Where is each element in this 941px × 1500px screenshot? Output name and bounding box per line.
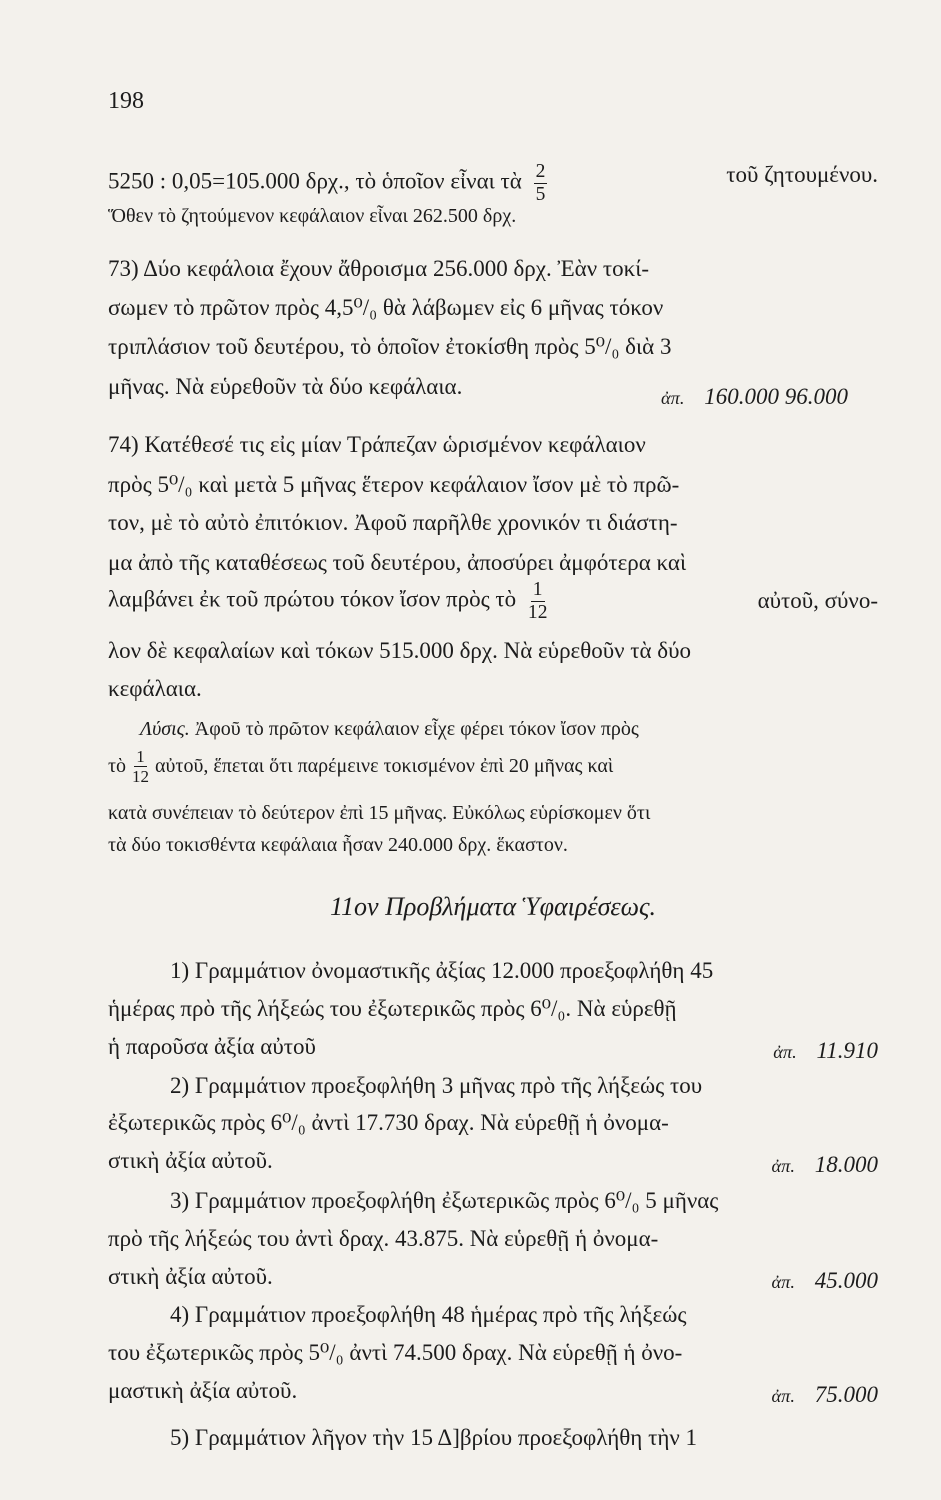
q3-line-2: πρὸ τῆς λήξεώς του ἀντὶ δραχ. 43.875. Νὰ εὑρεθῇ ἡ ὀνομα- bbox=[108, 1226, 659, 1251]
intro-line-1 bbox=[108, 162, 878, 204]
q3-answer bbox=[772, 1268, 878, 1294]
fraction-numerator: 1 bbox=[136, 747, 145, 766]
q4-line-2: του ἐξωτερικῶς πρὸς 5⁰/₀ ἀντὶ 74.500 δραχ. Νὰ εὑρεθῇ ἡ ὀνο- bbox=[108, 1340, 683, 1365]
q1-line-1: 1) Γραμμάτιον ὀνομαστικῆς ἀξίας 12.000 προεξοφλήθη 45 bbox=[170, 958, 714, 983]
q1-line-3: ἡ παροῦσα ἀξία αὐτοῦ bbox=[108, 1034, 316, 1059]
q3-line-1: 3) Γραμμάτιον προεξοφλήθη ἐξωτερικῶς πρὸς 6⁰/₀ 5 μῆνας bbox=[170, 1188, 719, 1213]
p73-line-2: σωμεν τὸ πρῶτον πρὸς 4,5⁰/₀ θὰ λάβωμεν εἰς 6 μῆνας τόκον bbox=[108, 295, 664, 320]
fraction-denominator: 5 bbox=[535, 183, 546, 205]
page-number: 198 bbox=[108, 88, 144, 114]
fraction-numerator: 2 bbox=[535, 161, 546, 182]
intro-line-2: Ὅθεν τὸ ζητούμενον κεφάλαιον εἶναι 262.500 δρχ. bbox=[108, 205, 517, 227]
solution-line-4: τὰ δύο τοκισθέντα κεφάλαια ἦσαν 240.000 δρχ. ἕκαστον. bbox=[108, 834, 568, 856]
fraction-denominator: 12 bbox=[132, 767, 150, 786]
answer-value: 11.910 bbox=[816, 1038, 878, 1063]
solution-text-2-left: τὸ bbox=[108, 755, 127, 777]
answer-label: ἀπ. bbox=[773, 1042, 797, 1062]
q2-line-2: ἐξωτερικῶς πρὸς 6⁰/₀ ἀντὶ 17.730 δραχ. Νὰ εὑρεθῇ ἡ ὀνομα- bbox=[108, 1110, 669, 1135]
p74-line-1: 74) Κατέθεσέ τις εἰς μίαν Τράπεζαν ὡρισμένον κεφάλαιον bbox=[108, 432, 646, 457]
q2-answer bbox=[772, 1152, 878, 1178]
fraction-one-twelfth bbox=[132, 748, 149, 785]
answer-label: ἀπ. bbox=[661, 388, 685, 408]
answer-label: ἀπ. bbox=[771, 1272, 795, 1292]
q1-line-2: ἡμέρας πρὸ τῆς λήξεώς του ἐξωτερικῶς πρὸς 6⁰/₀. Νὰ εὑρεθῇ bbox=[108, 996, 677, 1021]
q2-line-3: στικὴ ἀξία αὐτοῦ. bbox=[108, 1148, 273, 1173]
p74-line-5 bbox=[108, 580, 878, 622]
solution-line-3: κατὰ συνέπειαν τὸ δεύτερον ἐπὶ 15 μῆνας. Εὐκόλως εὑρίσκομεν ὅτι bbox=[108, 802, 651, 824]
q5-line-1: 5) Γραμμάτιον λῆγον τὴν 15 Δ]βρίου προεξοφλήθη τὴν 1 bbox=[170, 1425, 697, 1450]
p73-answer bbox=[661, 384, 848, 410]
solution-text-2-right: αὐτοῦ, ἕπεται ὅτι παρέμεινε τοκισμένον ἐπὶ 20 μῆνας καὶ bbox=[155, 755, 614, 777]
heading-title: Προβλήματα Ὑφαιρέσεως. bbox=[385, 892, 657, 921]
fraction-two-fifths bbox=[534, 162, 548, 204]
q4-line-1: 4) Γραμμάτιον προεξοφλήθη 48 ἡμέρας πρὸ τῆς λήξεώς bbox=[170, 1302, 687, 1327]
p74-line-7: κεφάλαια. bbox=[108, 676, 202, 701]
p73-line-3: τριπλάσιον τοῦ δευτέρου, τὸ ὁποῖον ἐτοκίσθη πρὸς 5⁰/₀ διὰ 3 bbox=[108, 334, 672, 359]
p73-line-1: 73) Δύο κεφάλοια ἔχουν ἄθροισμα 256.000 δρχ. Ἐὰν τοκί- bbox=[108, 256, 650, 281]
answer-value: 18.000 bbox=[814, 1152, 878, 1177]
answer-label: ἀπ. bbox=[771, 1386, 795, 1406]
answer-value: 160.000 96.000 bbox=[704, 384, 848, 409]
q4-answer bbox=[772, 1382, 878, 1408]
heading-prefix: 11ον bbox=[329, 892, 379, 921]
fraction-numerator: 1 bbox=[532, 579, 543, 600]
p74-line-3: τον, μὲ τὸ αὐτὸ ἐπιτόκιον. Ἀφοῦ παρῆλθε χρονικόν τι διάστη- bbox=[108, 510, 678, 535]
text-block bbox=[108, 0, 878, 1500]
p74-line-2: πρὸς 5⁰/₀ καὶ μετὰ 5 μῆνας ἕτερον κεφάλαιον ἴσον μὲ τὸ πρῶ- bbox=[108, 472, 680, 497]
fraction-one-twelfth bbox=[528, 580, 548, 622]
solution-label: Λύσις. bbox=[140, 718, 190, 740]
p74-text-right: αὐτοῦ, σύνο- bbox=[757, 588, 878, 614]
q3-line-3: στικὴ ἀξία αὐτοῦ. bbox=[108, 1264, 273, 1289]
section-heading bbox=[108, 892, 878, 922]
p74-line-6: λον δὲ κεφαλαίων καὶ τόκων 515.000 δρχ. Νὰ εὑρεθοῦν τὰ δύο bbox=[108, 638, 692, 663]
intro-text-left: 5250 : 0,05=105.000 δρχ., τὸ ὁποῖον εἶναι τὰ bbox=[108, 168, 522, 194]
answer-value: 45.000 bbox=[814, 1268, 878, 1293]
answer-label: ἀπ. bbox=[771, 1156, 795, 1176]
p74-text-left: λαμβάνει ἐκ τοῦ πρώτου τόκον ἴσον πρὸς τὸ bbox=[108, 586, 517, 612]
solution-line-2 bbox=[108, 748, 878, 785]
p74-line-4: μα ἀπὸ τῆς καταθέσεως τοῦ δευτέρου, ἀποσύρει ἀμφότερα καὶ bbox=[108, 550, 687, 575]
solution-line-1 bbox=[140, 718, 878, 741]
q4-line-3: μαστικὴ ἀξία αὐτοῦ. bbox=[108, 1378, 298, 1403]
q2-line-1: 2) Γραμμάτιον προεξοφλήθη 3 μῆνας πρὸ τῆς λήξεώς του bbox=[170, 1073, 703, 1098]
intro-text-right: τοῦ ζητουμένου. bbox=[726, 162, 878, 187]
solution-text-1: Ἀφοῦ τὸ πρῶτον κεφάλαιον εἶχε φέρει τόκον ἴσον πρὸς bbox=[194, 718, 639, 740]
q1-answer bbox=[773, 1038, 878, 1064]
answer-value: 75.000 bbox=[814, 1382, 878, 1407]
fraction-denominator: 12 bbox=[527, 601, 548, 623]
p73-line-4: μῆνας. Νὰ εὑρεθοῦν τὰ δύο κεφάλαια. bbox=[108, 374, 463, 399]
